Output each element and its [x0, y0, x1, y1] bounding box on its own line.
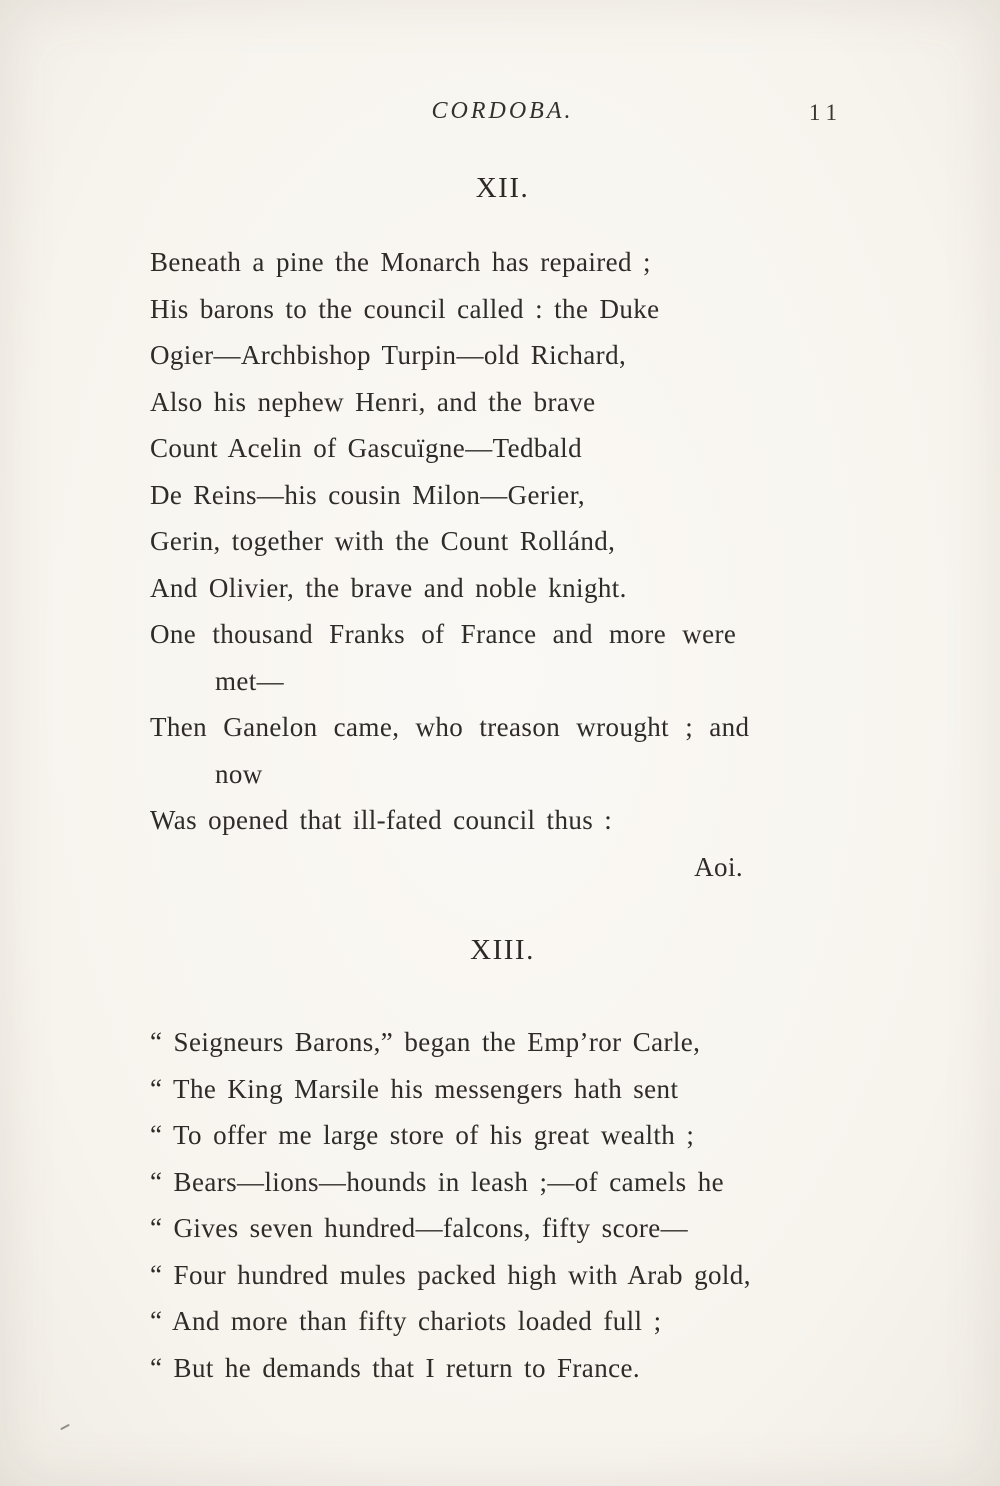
poem-line: One thousand Franks of France and more were: [150, 619, 737, 649]
poem-line: Was opened that ill-fated council thus :: [150, 805, 613, 835]
poem-line: Gerin, together with the Count Rollánd,: [150, 526, 616, 556]
stanza-xii: [150, 239, 855, 890]
poem-line: Then Ganelon came, who treason wrought ; and: [150, 712, 750, 742]
poem-line: De Reins—his cousin Milon—Gerier,: [150, 479, 586, 510]
poem-line: “ Four hundred mules packed high with Arab gold,: [150, 1259, 751, 1290]
scan-artifact-mark: [60, 1424, 70, 1430]
poem-line: Beneath a pine the Monarch has repaired ;: [150, 247, 651, 277]
section-xiii: [150, 934, 855, 1391]
poem-line: “ Gives seven hundred—falcons, fifty score—: [150, 1213, 689, 1243]
poem-line: “ The King Marsile his messengers hath sent: [150, 1073, 679, 1104]
poem-line: “ Bears—lions—hounds in leash ;—of camels he: [150, 1166, 724, 1197]
page-header: [150, 98, 855, 128]
poem-line-aoi: Aoi.: [694, 851, 743, 882]
section-xiii-heading: XIII.: [470, 934, 535, 966]
poem-line: His barons to the council called : the Duke: [150, 293, 660, 324]
poem-line: “ Seigneurs Barons,” began the Emp’ror Carle,: [150, 1027, 701, 1057]
page-number: 11: [808, 100, 843, 125]
poem-line-continuation: met—: [215, 665, 285, 696]
section-xii-heading: XII.: [475, 172, 530, 204]
poem-line: Ogier—Archbishop Turpin—old Richard,: [150, 340, 627, 370]
poem-line: Count Acelin of Gascuïgne—Tedbald: [150, 433, 582, 463]
poem-line: Also his nephew Henri, and the brave: [150, 386, 596, 417]
running-title: CORDOBA.: [431, 98, 574, 124]
poem-line: “ To offer me large store of his great wealth ;: [150, 1120, 695, 1150]
poem-line-continuation: now: [215, 758, 263, 789]
poem-line: “ But he demands that I return to France.: [150, 1352, 641, 1383]
stanza-xiii: [150, 1019, 855, 1391]
poem-line: And Olivier, the brave and noble knight.: [150, 572, 627, 603]
section-xii: [150, 172, 855, 890]
poem-line: “ And more than fifty chariots loaded full ;: [150, 1306, 662, 1336]
